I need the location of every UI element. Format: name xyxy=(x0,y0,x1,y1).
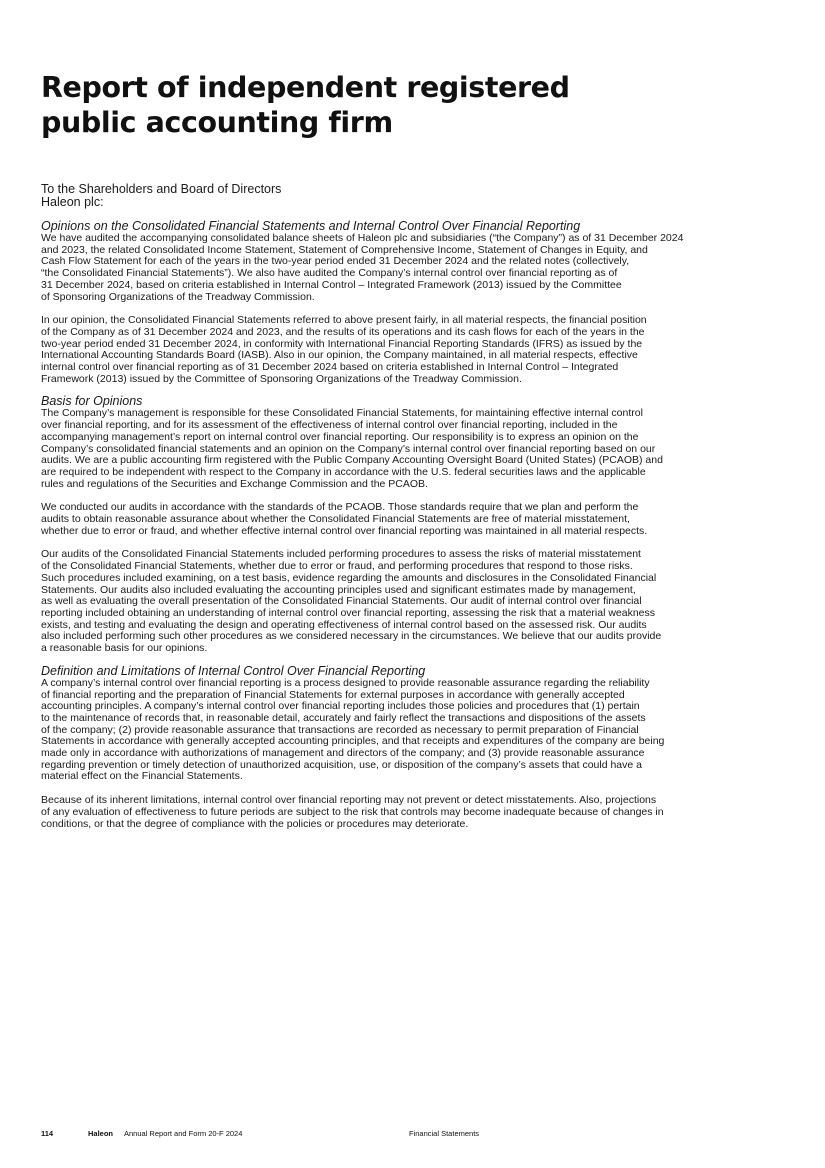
text-line: of the company; (2) provide reasonable assurance that transactions are recorded as necessary to permit preparation of Financial xyxy=(41,723,639,736)
text-line: audits. We are a public accounting firm registered with the Public Company Accounting Oversight Board (United States) (PCAOB) and xyxy=(41,454,663,467)
report-body xyxy=(41,183,765,830)
paragraph xyxy=(41,408,765,490)
paragraph xyxy=(41,502,765,537)
page-footer xyxy=(41,1129,781,1141)
text-line: of the Company as of 31 December 2024 and 2023, and the results of its operations and its cash flows for each of the years in the xyxy=(41,325,645,338)
title-line: Report of independent registered xyxy=(41,71,570,104)
text-line: to the maintenance of records that, in reasonable detail, accurately and fairly reflect the transactions and dispositions of the assets xyxy=(41,711,646,724)
text-line: We conducted our audits in accordance with the standards of the PCAOB. Those standards require that we plan and perform the xyxy=(41,501,639,514)
text-line: The Company’s management is responsible for these Consolidated Financial Statements, for maintaining effective internal control xyxy=(41,407,643,420)
section-name: Financial Statements xyxy=(409,1129,480,1138)
text-line: Such procedures included examining, on a test basis, evidence regarding the amounts and disclosures in the Consolidated Financial xyxy=(41,571,657,584)
text-line: whether due to error or fraud, and whether effective internal control over financial reporting was maintained in all material respects. xyxy=(41,524,648,537)
text-line: We have audited the accompanying consolidated balance sheets of Haleon plc and subsidiaries (“the Company”) as of 31 December 2024 xyxy=(41,232,684,244)
text-line: accompanying management’s report on internal control over financial reporting. Our responsibility is to express an opinion on the xyxy=(41,430,639,443)
text-line: as well as evaluating the overall presentation of the Consolidated Financial Statements. Our audit of internal control over financial xyxy=(41,595,642,608)
text-line: Our audits of the Consolidated Financial Statements included performing procedures to assess the risks of material misstatement xyxy=(41,548,641,561)
paragraph xyxy=(41,315,765,385)
text-line: of any evaluation of effectiveness to future periods are subject to the risk that controls may become inadequate because of changes in xyxy=(41,805,664,818)
text-line: Framework (2013) issued by the Committee of Sponsoring Organizations of the Treadway Commission. xyxy=(41,372,522,385)
text-line: exists, and testing and evaluating the design and operating effectiveness of internal control based on the assessed risk. Our audits xyxy=(41,618,647,631)
text-line: reporting included obtaining an understanding of internal control over financial reporting, assessing the risk that a material weakness xyxy=(41,606,656,619)
addressee xyxy=(41,183,765,209)
section-heading-definition: Definition and Limitations of Internal Control Over Financial Reporting xyxy=(41,663,426,678)
text-line: two-year period ended 31 December 2024, in conformity with International Financial Reporting Standards (IFRS) as issued by the xyxy=(41,337,643,350)
brand-name: Haleon xyxy=(88,1129,114,1138)
section-heading-opinions: Opinions on the Consolidated Financial Statements and Internal Control Over Financial Reporting xyxy=(41,219,581,233)
text-line: rules and regulations of the Securities and Exchange Commission and the PCAOB. xyxy=(41,477,428,490)
title-line: public accounting firm xyxy=(41,106,393,139)
text-line: internal control over financial reporting as of 31 December 2024 based on criteria established in Internal Control – Integrated xyxy=(41,361,619,374)
page-number: 114 xyxy=(41,1129,54,1138)
text-line: regarding prevention or timely detection of unauthorized acquisition, use, or disposition of the company’s assets that could have a xyxy=(41,758,642,771)
text-line: conditions, or that the degree of compliance with the policies or procedures may deteriorate. xyxy=(41,817,469,830)
text-line: Statements in accordance with generally accepted accounting principles, and that receipts and expenditures of the company are being xyxy=(41,735,665,748)
paragraph xyxy=(41,678,765,783)
text-line: of Sponsoring Organizations of the Treadway Commission. xyxy=(41,290,315,303)
text-line: Cash Flow Statement for each of the years in the two-year period ended 31 December 2024 and the related notes (collectively, xyxy=(41,255,630,268)
text-line: over financial reporting, and for its assessment of the effectiveness of internal control over financial reporting, included in the xyxy=(41,419,618,432)
text-line: a reasonable basis for our opinions. xyxy=(41,642,208,655)
page-title xyxy=(41,70,761,140)
text-line: In our opinion, the Consolidated Financial Statements referred to above present fairly, in all material respects, the financial position xyxy=(41,314,647,327)
text-line: also included performing such other procedures as we considered necessary in the circumstances. We believe that our audits provide xyxy=(41,630,662,643)
document-title: Annual Report and Form 20-F 2024 xyxy=(124,1129,243,1138)
section-heading-basis: Basis for Opinions xyxy=(41,394,143,409)
text-line: “the Consolidated Financial Statements”). We also have audited the Company’s internal control over financial reporting as of xyxy=(41,267,618,280)
text-line: accounting principles. A company’s internal control over financial reporting includes those policies and procedures that (1) pertain xyxy=(41,700,640,713)
text-line: of the Consolidated Financial Statements, whether due to error or fraud, and performing procedures that respond to those risks. xyxy=(41,560,633,573)
text-line: A company’s internal control over financial reporting is a process designed to provide reasonable assurance regarding the reliability xyxy=(41,676,650,689)
text-line: of financial reporting and the preparation of Financial Statements for external purposes in accordance with generally accepted xyxy=(41,688,625,701)
text-line: Company’s consolidated financial statements and an opinion on the Company’s internal control over financial reporting based on our xyxy=(41,442,656,455)
addressee-line: To the Shareholders and Board of Directors xyxy=(41,182,282,196)
addressee-line: Haleon plc: xyxy=(41,195,104,209)
text-line: Statements. Our audits also included evaluating the accounting principles used and significant estimates made by management, xyxy=(41,583,636,596)
text-line: made only in accordance with authorizations of management and directors of the company; and (3) provide reasonable assurance xyxy=(41,747,645,760)
text-line: International Accounting Standards Board (IASB). Also in our opinion, the Company maintained, in all material respects, effective xyxy=(41,349,638,362)
text-line: Because of its inherent limitations, internal control over financial reporting may not prevent or detect misstatements. Also, projections xyxy=(41,794,657,807)
paragraph xyxy=(41,795,765,830)
paragraph xyxy=(41,233,765,303)
text-line: audits to obtain reasonable assurance about whether the Consolidated Financial Statements are free of material misstatement, xyxy=(41,513,630,526)
text-line: and 2023, the related Consolidated Income Statement, Statement of Comprehensive Income, Statement of Changes in Equity, and xyxy=(41,243,648,256)
paragraph xyxy=(41,549,765,654)
text-line: 31 December 2024, based on criteria established in Internal Control – Integrated Framework (2013) issued by the Committee xyxy=(41,278,622,291)
text-line: material effect on the Financial Statements. xyxy=(41,770,243,783)
text-line: are required to be independent with respect to the Company in accordance with the U.S. federal securities laws and the applicable xyxy=(41,465,646,478)
